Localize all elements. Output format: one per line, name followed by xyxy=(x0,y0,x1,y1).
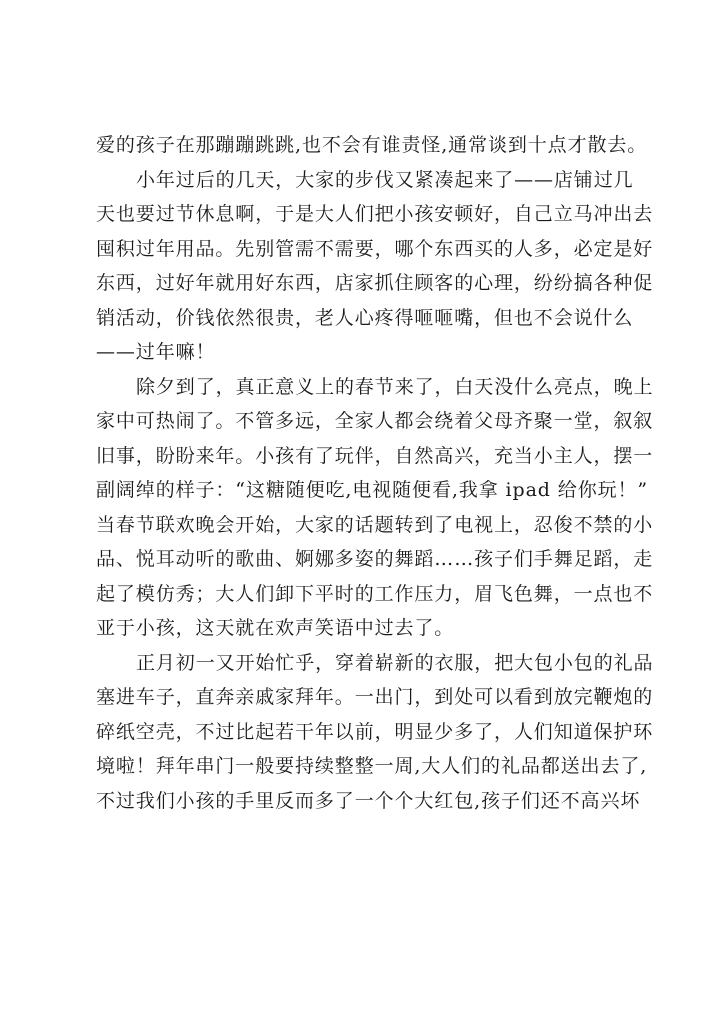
text-line: 销活动，价钱依然很贵，老人心疼得咂咂嘴，但也不会说什么 xyxy=(96,306,634,329)
text-line: 塞进车子，直奔亲戚家拜年。一出门，到处可以看到放完鞭炮的 xyxy=(96,686,654,708)
text-line: 旧事，盼盼来年。小孩有了玩伴，自然高兴，充当小主人，摆一 xyxy=(96,444,654,467)
paragraph-first-line: 小年过后的几天，大家的步伐又紧凑起来了——店铺过几 xyxy=(136,168,634,191)
text-line: 家中可热闹了。不管多远，全家人都会绕着父母齐聚一堂，叙叙 xyxy=(96,410,654,432)
text-line: 品、悦耳动听的歌曲、婀娜多姿的舞蹈……孩子们手舞足蹈，走 xyxy=(96,548,654,570)
text-line: 不过我们小孩的手里反而多了一个个大红包,孩子们还不高兴坏 xyxy=(96,789,641,812)
text-line: 天也要过节休息啊，于是大人们把小孩安顿好，自己立马冲出去 xyxy=(96,203,654,225)
paragraph-first-line: 正月初一又开始忙乎，穿着崭新的衣服，把大包小包的礼品 xyxy=(136,651,654,674)
text-line: 亚于小孩，这天就在欢声笑语中过去了。 xyxy=(96,617,455,639)
text-line: 当春节联欢晚会开始，大家的话题转到了电视上，忍俊不禁的小 xyxy=(96,513,654,536)
text-line: 起了模仿秀；大人们卸下平时的工作压力，眉飞色舞，一点也不 xyxy=(96,582,654,605)
body-text xyxy=(96,128,654,818)
text-line: 囤积过年用品。先别管需不需要，哪个东西买的人多，必定是好 xyxy=(96,237,654,260)
text-line: 爱的孩子在那蹦蹦跳跳,也不会有谁责怪,通常谈到十点才散去。 xyxy=(96,134,648,156)
text-line: ——过年嘛！ xyxy=(96,341,216,363)
paragraph-first-line: 除夕到了，真正意义上的春节来了，白天没什么亮点，晚上 xyxy=(136,375,654,398)
text-line: 副阔绰的样子：“这糖随便吃,电视随便看,我拿 ipad 给你玩！” xyxy=(96,479,649,501)
text-line: 碎纸空壳，不过比起若干年以前，明显少多了，人们知道保护环 xyxy=(96,720,654,743)
text-line: 东西，过好年就用好东西，店家抓住顾客的心理，纷纷搞各种促 xyxy=(96,272,654,294)
text-line: 境啦！拜年串门一般要持续整整一周,大人们的礼品都送出去了, xyxy=(96,755,648,777)
